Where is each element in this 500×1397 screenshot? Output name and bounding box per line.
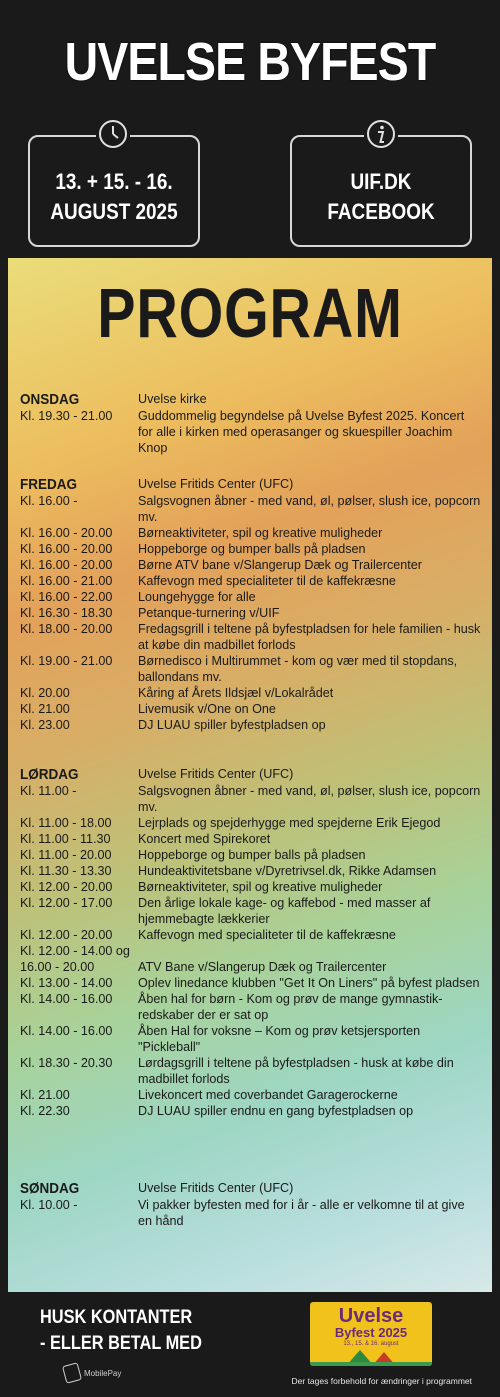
day-header	[20, 1180, 482, 1197]
program-section	[8, 258, 492, 1292]
row-time: Kl. 16.00 - 20.00	[20, 542, 113, 556]
row-desc: Børnedisco i Multirummet - kom og vær med til stopdans, ballondans mv.	[138, 654, 458, 684]
row-desc: Børne ATV bane v/Slangerup Dæk og Trailercenter	[138, 558, 422, 572]
program-row	[20, 991, 482, 1023]
row-desc: Hoppeborge og bumper balls på pladsen	[138, 848, 366, 862]
row-desc: Fredagsgrill i teltene på byfestpladsen for hele familien - husk at købe din madbillet forlods	[138, 622, 481, 652]
venue: Uvelse Fritids Center (UFC)	[138, 767, 294, 781]
info-text	[304, 167, 457, 227]
info-icon	[364, 117, 398, 151]
venue: Uvelse Fritids Center (UFC)	[138, 477, 294, 491]
row-time: Kl. 21.00	[20, 1088, 70, 1102]
row-time: Kl. 21.00	[20, 702, 70, 716]
row-time: Kl. 16.30 - 18.30	[20, 606, 113, 620]
row-time: Kl. 16.00 - 20.00	[20, 558, 113, 572]
program-row	[20, 847, 482, 863]
program-row	[20, 831, 482, 847]
row-time: Kl. 14.00 - 16.00	[20, 992, 113, 1006]
row-time: Kl. 16.00 - 22.00	[20, 590, 113, 604]
program-row	[20, 1103, 482, 1119]
date-line-2: AUGUST 2025	[50, 199, 178, 224]
row-time: Kl. 12.00 - 20.00	[20, 928, 113, 942]
program-row	[20, 685, 482, 701]
row-time: Kl. 18.00 - 20.00	[20, 622, 113, 636]
row-time: Kl. 22.30	[20, 1104, 70, 1118]
row-desc: Åben Hal for voksne – Kom og prøv ketsjersporten "Pickleball"	[138, 1024, 421, 1054]
info-box	[290, 135, 472, 247]
row-time: Kl. 11.00 - 11.30	[20, 832, 111, 846]
row-desc: Kåring af Årets Ildsjæl v/Lokalrådet	[138, 686, 334, 700]
row-time: Kl. 20.00	[20, 686, 70, 700]
byfest-logo	[310, 1302, 432, 1366]
row-time: Kl. 16.00 - 21.00	[20, 574, 113, 588]
program-row	[20, 653, 482, 685]
row-time: Kl. 11.00 - 20.00	[20, 848, 112, 862]
row-time: Kl. 16.00 - 20.00	[20, 526, 113, 540]
program-row	[20, 783, 482, 815]
row-desc: Vi pakker byfesten med for i år - alle er velkomne til at give en hånd	[138, 1198, 465, 1228]
row-time: Kl. 11.00 - 18.00	[20, 816, 112, 830]
venue: Uvelse kirke	[138, 392, 207, 406]
venue: Uvelse Fritids Center (UFC)	[138, 1181, 294, 1195]
row-time: Kl. 16.00 -	[20, 494, 78, 508]
row-desc: Guddommelig begyndelse på Uvelse Byfest 2025. Koncert for alle i kirken med operasanger og skuespiller Joachim Knop	[138, 409, 465, 455]
clock-icon	[96, 117, 130, 151]
row-desc: Børneaktiviteter, spil og kreative muligheder	[138, 880, 383, 894]
program-row	[20, 1087, 482, 1103]
date-text	[42, 167, 186, 227]
program-title: PROGRAM	[97, 274, 403, 352]
row-desc: ATV Bane v/Slangerup Dæk og Trailercenter	[138, 960, 387, 974]
mobilepay-icon	[62, 1362, 82, 1384]
logo-dates: 13., 15. & 16. august	[343, 1341, 399, 1347]
row-desc: Den årlige lokale kage- og kaffebod - med masser af hjemmebagte lækkerier	[138, 896, 431, 926]
row-desc: Petanque-turnering v/UIF	[138, 606, 280, 620]
row-desc: Oplev linedance klubben "Get It On Liners" på byfest pladsen	[138, 976, 480, 990]
program-row	[20, 701, 482, 717]
row-desc: Salgsvognen åbner - med vand, øl, pølser, slush ice, popcorn mv.	[138, 494, 481, 524]
program-row	[20, 975, 482, 991]
grass-decoration	[310, 1362, 432, 1366]
program-row	[20, 927, 482, 943]
program-row	[20, 717, 482, 733]
program-row	[20, 557, 482, 573]
row-desc: Lejrplads og spejderhygge med spejderne Erik Ejegod	[138, 816, 441, 830]
logo-word: Uvelse	[338, 1305, 404, 1327]
page-title: UVELSE BYFEST	[64, 32, 436, 92]
program-row	[20, 605, 482, 621]
row-time: Kl. 11.00 -	[20, 784, 77, 798]
row-desc: Hundeaktivitetsbane v/Dyretrivsel.dk, Rikke Adamsen	[138, 864, 437, 878]
program-row	[20, 895, 482, 927]
payment-line-1: HUSK KONTANTER	[40, 1307, 193, 1328]
day-header	[20, 476, 482, 493]
day-lordag	[20, 766, 482, 1119]
row-desc: Salgsvognen åbner - med vand, øl, pølser, slush ice, popcorn mv.	[138, 784, 481, 814]
program-row	[20, 573, 482, 589]
date-box	[28, 135, 200, 247]
row-desc: Kaffevogn med specialiteter til de kaffekræsne	[138, 574, 396, 588]
program-row	[20, 493, 482, 525]
row-desc: Loungehygge for alle	[138, 590, 256, 604]
facebook-link[interactable]: FACEBOOK	[327, 199, 435, 224]
row-desc: Livekoncert med coverbandet Garagerockerne	[138, 1088, 398, 1102]
row-desc: DJ LUAU spiller byfestpladsen op	[138, 718, 326, 732]
row-time: Kl. 12.00 - 14.00 og 16.00 - 20.00	[20, 944, 130, 974]
day-header	[20, 766, 482, 783]
day-onsdag	[20, 391, 482, 456]
program-row	[20, 621, 482, 653]
disclaimer: Der tages forbehold for ændringer i programmet	[291, 1376, 472, 1386]
day-fredag	[20, 476, 482, 733]
day-name: LØRDAG	[20, 766, 79, 783]
program-row	[20, 1023, 482, 1055]
day-name: SØNDAG	[20, 1180, 80, 1197]
row-time: Kl. 19.00 - 21.00	[20, 654, 113, 668]
footer	[0, 1292, 500, 1397]
row-desc: Lørdagsgrill i teltene på byfestpladsen - husk at købe din madbillet forlods	[138, 1056, 454, 1086]
mobilepay-logo	[64, 1364, 121, 1382]
mobilepay-label: MobilePay	[84, 1368, 122, 1378]
program-row	[20, 408, 482, 456]
program-row	[20, 589, 482, 605]
row-time: Kl. 12.00 - 17.00	[20, 896, 113, 910]
row-time: Kl. 13.00 - 14.00	[20, 976, 113, 990]
program-row	[20, 525, 482, 541]
row-time: Kl. 11.30 - 13.30	[20, 864, 112, 878]
day-name: FREDAG	[20, 476, 78, 493]
row-time: Kl. 10.00 -	[20, 1198, 78, 1212]
row-desc: Kaffevogn med specialiteter til de kaffekræsne	[138, 928, 396, 942]
day-sondag	[20, 1180, 482, 1229]
header	[0, 0, 500, 258]
row-desc: Hoppeborge og bumper balls på pladsen	[138, 542, 366, 556]
program-row	[20, 1197, 482, 1229]
payment-note	[40, 1305, 202, 1357]
program-row	[20, 1055, 482, 1087]
row-time: Kl. 14.00 - 16.00	[20, 1024, 113, 1038]
day-header	[20, 391, 482, 408]
row-desc: Koncert med Spirekoret	[138, 832, 271, 846]
row-time: Kl. 18.30 - 20.30	[20, 1056, 113, 1070]
day-name: ONSDAG	[20, 391, 80, 408]
program-row	[20, 863, 482, 879]
row-desc: Livemusik v/One on One	[138, 702, 276, 716]
program-row	[20, 879, 482, 895]
row-time: Kl. 12.00 - 20.00	[20, 880, 113, 894]
program-row	[20, 815, 482, 831]
row-time: Kl. 23.00	[20, 718, 70, 732]
program-row	[20, 541, 482, 557]
row-desc: DJ LUAU spiller endnu en gang byfestpladsen op	[138, 1104, 414, 1118]
row-desc: Åben hal for børn - Kom og prøv de mange gymnastik-redskaber der er sat op	[138, 992, 443, 1022]
row-time: Kl. 19.30 - 21.00	[20, 409, 113, 423]
website-link[interactable]: UIF.DK	[350, 169, 412, 194]
logo-sub: Byfest 2025	[334, 1325, 408, 1340]
date-line-1: 13. + 15. - 16.	[55, 169, 173, 194]
row-desc: Børneaktiviteter, spil og kreative muligheder	[138, 526, 383, 540]
program-row	[20, 943, 482, 975]
payment-line-2: - ELLER BETAL MED	[40, 1333, 202, 1354]
